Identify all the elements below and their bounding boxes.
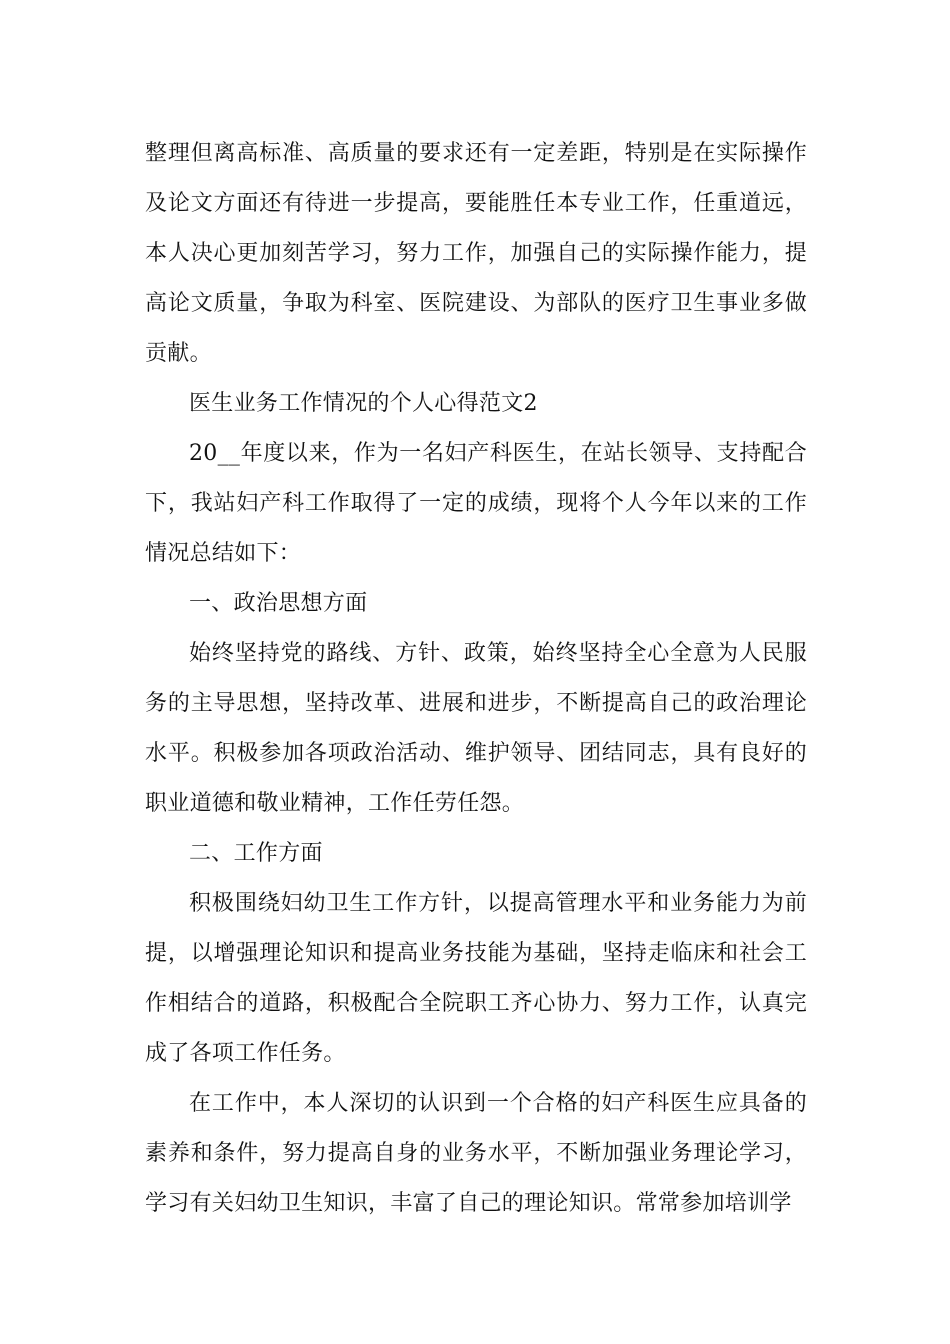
article-title: 医生业务工作情况的个人心得范文2 xyxy=(189,391,538,416)
paragraph-work: 积极围绕妇幼卫生工作方针，以提高管理水平和业务能力为前提，以增强理论知识和提高业务技能为基础，坚持走临床和社会工作相结合的道路，积极配合全院职工齐心协力、努力工作，认真完成了各项工作任务。 xyxy=(145,891,807,1066)
paragraph-continuation: 整理但离高标准、高质量的要求还有一定差距，特别是在实际操作及论文方面还有待进一步提高，要能胜任本专业工作，任重道远，本人决心更加刻苦学习，努力工作，加强自己的实际操作能力，提高论文质量，争取为科室、医院建设、为部队的医疗卫生事业多做贡献。 xyxy=(145,141,807,366)
paragraph-politics: 始终坚持党的路线、方针、政策，始终坚持全心全意为人民服务的主导思想，坚持改革、进展和进步，不断提高自己的政治理论水平。积极参加各项政治活动、维护领导、团结同志，具有良好的职业道德和敬业精神，工作任劳任怨。 xyxy=(145,641,807,816)
paragraph-intro: 20__年度以来，作为一名妇产科医生，在站长领导、支持配合下，我站妇产科工作取得了一定的成绩，现将个人今年以来的工作情况总结如下： xyxy=(145,441,807,566)
section-heading-work: 二、工作方面 xyxy=(189,841,323,866)
paragraph-study: 在工作中，本人深切的认识到一个合格的妇产科医生应具备的素养和条件，努力提高自身的业务水平，不断加强业务理论学习，学习有关妇幼卫生知识，丰富了自己的理论知识。常常参加培训学 xyxy=(145,1091,807,1216)
document-page xyxy=(145,129,807,1229)
section-heading-politics: 一、政治思想方面 xyxy=(189,591,368,616)
